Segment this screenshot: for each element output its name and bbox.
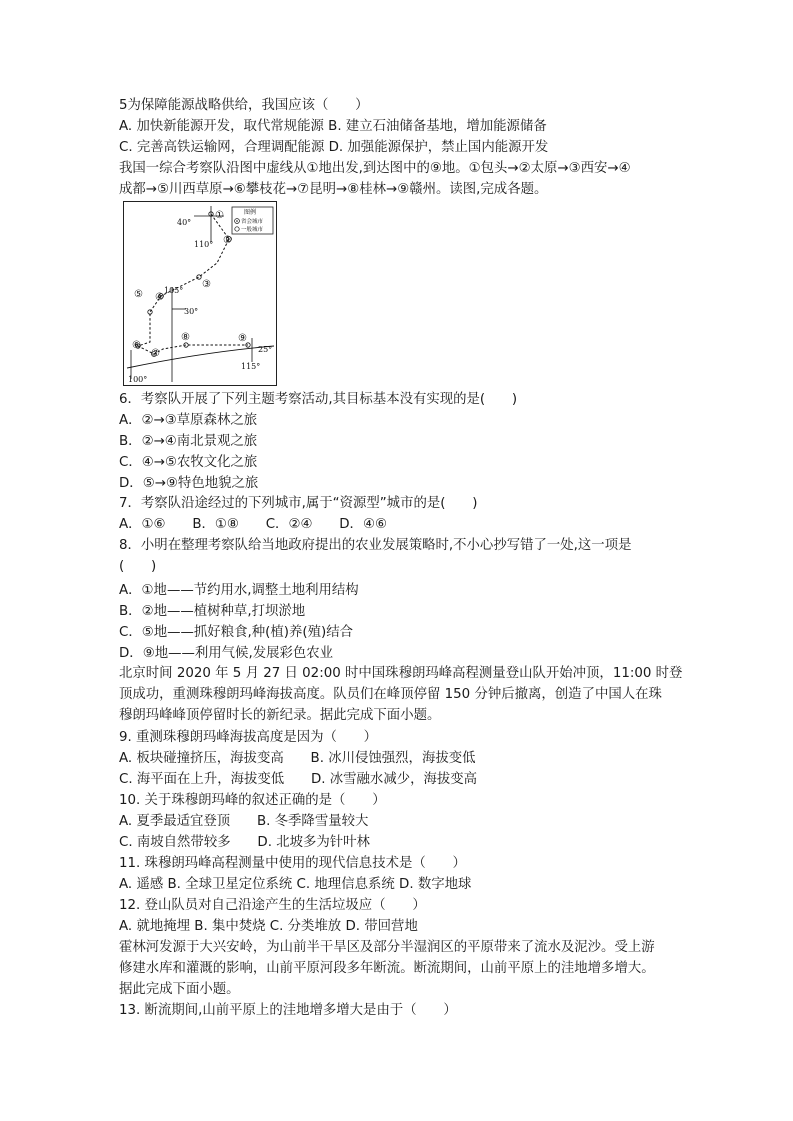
route-intro-line-2: 成都→⑤川西草原→⑥攀枝花→⑦昆明→⑧桂林→⑨赣州。读图,完成各题。	[119, 182, 548, 197]
point-9-label: ⑨	[238, 333, 247, 344]
q8-option-c: C．⑤地——抓好粮食,种(植)养(殖)结合	[119, 625, 353, 640]
q8-option-d: D．⑨地——利用气候,发展彩色农业	[119, 646, 334, 661]
point-5-marker	[148, 310, 152, 314]
q5-stem: 5为保障能源战略供给，我国应该（ ）	[119, 98, 369, 113]
point-1-label: ①	[215, 210, 224, 221]
lon-100-label: 100°	[128, 375, 148, 384]
legend-title: 图例	[244, 209, 257, 216]
q10-options-cd: C. 南坡自然带较多 D. 北坡多为针叶林	[119, 835, 370, 850]
q6-option-c: C．④→⑤农牧文化之旅	[119, 455, 258, 470]
lon-115-label: 115°	[241, 362, 261, 371]
everest-intro-line-1: 北京时间 2020 年 5 月 27 日 02:00 时中国珠穆朗玛峰高程测量登山队开始冲顶，11:00 时登	[119, 666, 683, 681]
point-5-label: ⑤	[134, 289, 143, 300]
huolin-intro-line-3: 据此完成下面小题。	[119, 982, 240, 997]
q6-option-d: D．⑤→⑨特色地貌之旅	[119, 476, 259, 491]
lon-105-label: 105°	[164, 286, 184, 295]
q9-options-ab: A. 板块碰撞挤压，海拔变高 B. 冰川侵蚀强烈，海拔变低	[119, 751, 476, 766]
everest-intro-line-3: 穆朗玛峰峰顶停留时长的新纪录。据此完成下面小题。	[119, 708, 441, 723]
q9-options-cd: C. 海平面在上升，海拔变低 D. 冰雪融水减少，海拔变高	[119, 772, 478, 787]
q5-options-ab: A. 加快新能源开发，取代常规能源 B. 建立石油储备基地，增加能源储备	[119, 119, 547, 134]
q12-options: A. 就地掩埋 B. 集中焚烧 C. 分类堆放 D. 带回营地	[119, 919, 418, 934]
point-8-label: ⑧	[181, 332, 190, 343]
q10-stem: 10. 关于珠穆朗玛峰的叙述正确的是（ ）	[119, 793, 386, 808]
point-4-label: ④	[155, 292, 164, 303]
q6-option-b: B．②→④南北景观之旅	[119, 434, 258, 449]
q8-stem-line-1: 8．小明在整理考察队给当地政府提出的农业发展策略时,不小心抄写错了一处,这一项是	[119, 538, 632, 553]
huolin-intro-line-2: 修建水库和灌溉的影响，山前平原河段多年断流。断流期间，山前平原上的洼地增多增大。	[119, 961, 655, 976]
point-7-label: ⑦	[151, 348, 160, 359]
q8-stem-line-2: ( )	[119, 559, 157, 574]
q8-option-a: A．①地——节约用水,调整土地利用结构	[119, 583, 359, 598]
q11-stem: 11. 珠穆朗玛峰高程测量中使用的现代信息技术是（ ）	[119, 856, 466, 871]
q9-stem: 9. 重测珠穆朗玛峰海拔高度是因为（ ）	[119, 730, 378, 745]
route-map-figure	[123, 201, 277, 386]
legend-capital-label: 省会城市	[241, 219, 264, 225]
q10-options-ab: A. 夏季最适宜登顶 B. 冬季降雪量较大	[119, 814, 369, 829]
point-3-marker	[197, 275, 201, 279]
q7-options: A．①⑥ B．①⑧ C．②④ D．④⑥	[119, 517, 387, 532]
lat-30-label: 30°	[184, 307, 199, 316]
route-intro-line-1: 我国一综合考察队沿图中虚线从①地出发,到达图中的⑨地。①包头→②太原→③西安→④	[119, 161, 631, 176]
legend-general-label: 一般城市	[241, 227, 264, 233]
point-3-label: ③	[202, 279, 211, 290]
huolin-intro-line-1: 霍林河发源于大兴安岭，为山前半干旱区及部分半湿润区的平原带来了流水及泥沙。受上游	[119, 940, 655, 955]
lat-40-label: 40°	[177, 218, 192, 227]
q11-options: A. 遥感 B. 全球卫星定位系统 C. 地理信息系统 D. 数字地球	[119, 877, 472, 892]
lat-25-label: 25°	[258, 345, 273, 354]
everest-intro-line-2: 顶成功，重测珠穆朗玛峰海拔高度。队员们在峰顶停留 150 分钟后撤离，创造了中国人在珠	[119, 687, 662, 702]
q7-stem: 7．考察队沿途经过的下列城市,属于“资源型”城市的是( )	[119, 496, 478, 511]
q8-option-b: B．②地——植树种草,打坝淤地	[119, 604, 306, 619]
q5-options-cd: C. 完善高铁运输网，合理调配能源 D. 加强能源保护，禁止国内能源开发	[119, 140, 549, 155]
lon-110-label: 110°	[194, 240, 214, 249]
q6-stem: 6．考察队开展了下列主题考察活动,其目标基本没有实现的是( )	[119, 392, 518, 407]
q13-stem: 13. 断流期间,山前平原上的洼地增多增大是由于（ ）	[119, 1003, 457, 1018]
q12-stem: 12. 登山队员对自己沿途产生的生活垃圾应（ ）	[119, 898, 426, 913]
point-2-label: ②	[223, 235, 232, 246]
point-6-label: ⑥	[132, 340, 141, 351]
q6-option-a: A．②→③草原森林之旅	[119, 413, 258, 428]
